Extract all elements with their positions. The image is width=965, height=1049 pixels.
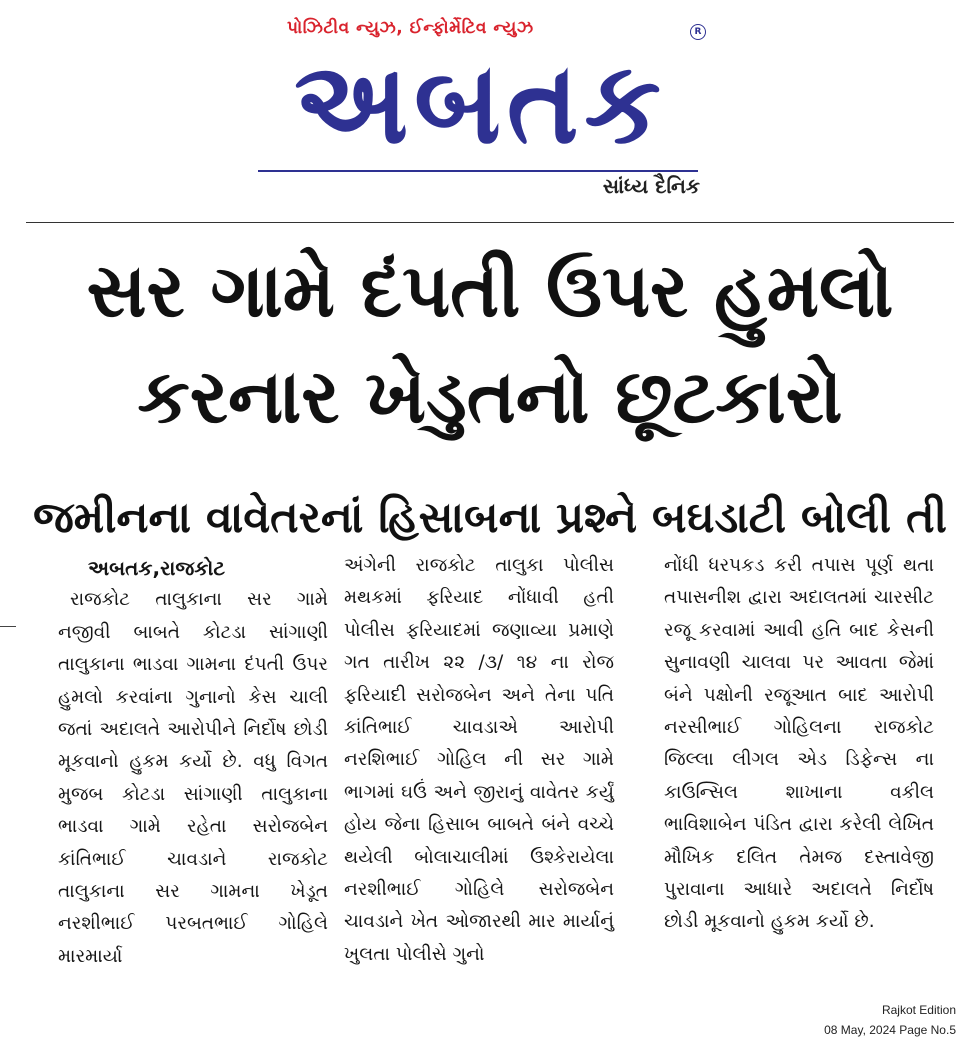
column-2-text: અંગેની રાજકોટ તાલુકા પોલીસ મથકમાં ફરિયાદ નોંધાવી હતી પોલીસ ફરિયાદમાં જણાવ્યા પ્રમાણે ગત તારીખ ૨૨ /૩/ ૧૪ ના રોજ ફરિયાદી સરોજબેન અને તેના પતિ કાંતિભાઈ ચાવડાએ આરોપી નરશિભાઈ ગોહિલ ની સર ગામે ભાગમાં ઘઉં અને જીરાનું વાવેતર કર્યું હોય જેના હિસાબ બાબતે બંને વચ્ચે થયેલી બોલાચાલીમાં ઉશ્કેરાયેલા નરશીભાઈ ગોહિલે સરોજબેન ચાવડાને ખેત ઓજારથી માર માર્યાનું ખુલતા પોલીસે ગુનો xyxy=(344,555,614,965)
masthead-tagline: પોઝિટીવ ન્યુઝ, ઈન્ફોર્મેટિવ ન્યુઝ xyxy=(287,18,534,38)
masthead xyxy=(0,0,965,222)
article-column-1 xyxy=(58,552,328,992)
column-1-text: રાજકોટ તાલુકાના સર ગામે નજીવી બાબતે કોટડા સાંગાણી તાલુકાના ભાડવા ગામના દંપતી ઉપર હુમલો કરવાંના ગુનાનો કેસ ચાલી જતાં અદાલતે આરોપીને નિર્દોષ છોડી મૂકવાનો હુકમ કર્યો છે. વધુ વિગત મુજબ કોટડા સાંગાણી તાલુકાના ભાડવા ગામે રહેતા સરોજબેન કાંતિભાઈ ચાવડાને રાજકોટ તાલુકાના સર ગામના ખેડૂત નરશીભાઈ પરબતભાઈ ગોહિલે મારમાર્યા xyxy=(58,589,328,967)
column-3-text: નોંધી ધરપકડ કરી તપાસ પૂર્ણ થતા તપાસનીશ દ્વારા અદાલતમાં ચારસીટ રજૂ કરવામાં આવી હતિ બાદ કેસની સુનાવણી ચાલવા પર આવતા જેમાં બંને પક્ષોની રજૂઆત બાદ આરોપી નરસીભાઈ ગોહિલના રાજકોટ જિલ્લા લીગલ એડ ડિફેન્સ ના કાઉન્સિલ શાખાના વકીલ ભાવિશાબેન પંડિત દ્વારા કરેલી લેખિત મૌખિક દલિત તેમજ દસ્તાવેજી પુરાવાના આધારે અદાલતે નિર્દોષ છોડી મૂકવાનો હુકમ કર્યો છે. xyxy=(664,555,934,933)
registered-trademark-icon: R xyxy=(690,24,706,40)
edition-name: સાંધ્ય દૈનિક xyxy=(602,174,700,198)
newspaper-logo: અબતક xyxy=(294,37,667,170)
article-dateline: અબતક,રાજકોટ xyxy=(88,556,226,580)
article-column-3 xyxy=(664,550,934,990)
margin-mark xyxy=(0,626,16,627)
article-subheadline: જમીનના વાવેતરનાં હિસાબના પ્રશ્ને બઘડાટી બોલી તી xyxy=(33,493,947,543)
article-column-2 xyxy=(344,550,614,990)
article-headline: સર ગામે દંપતી ઉપર હુમલો કરનાર ખેડુતનો છૂટકારો xyxy=(86,248,894,440)
footer-edition: Rajkot Edition xyxy=(881,1003,956,1017)
logo-underline xyxy=(258,170,698,172)
masthead-divider xyxy=(26,222,954,223)
footer-date-page: 08 May, 2024 Page No.5 xyxy=(824,1023,956,1037)
